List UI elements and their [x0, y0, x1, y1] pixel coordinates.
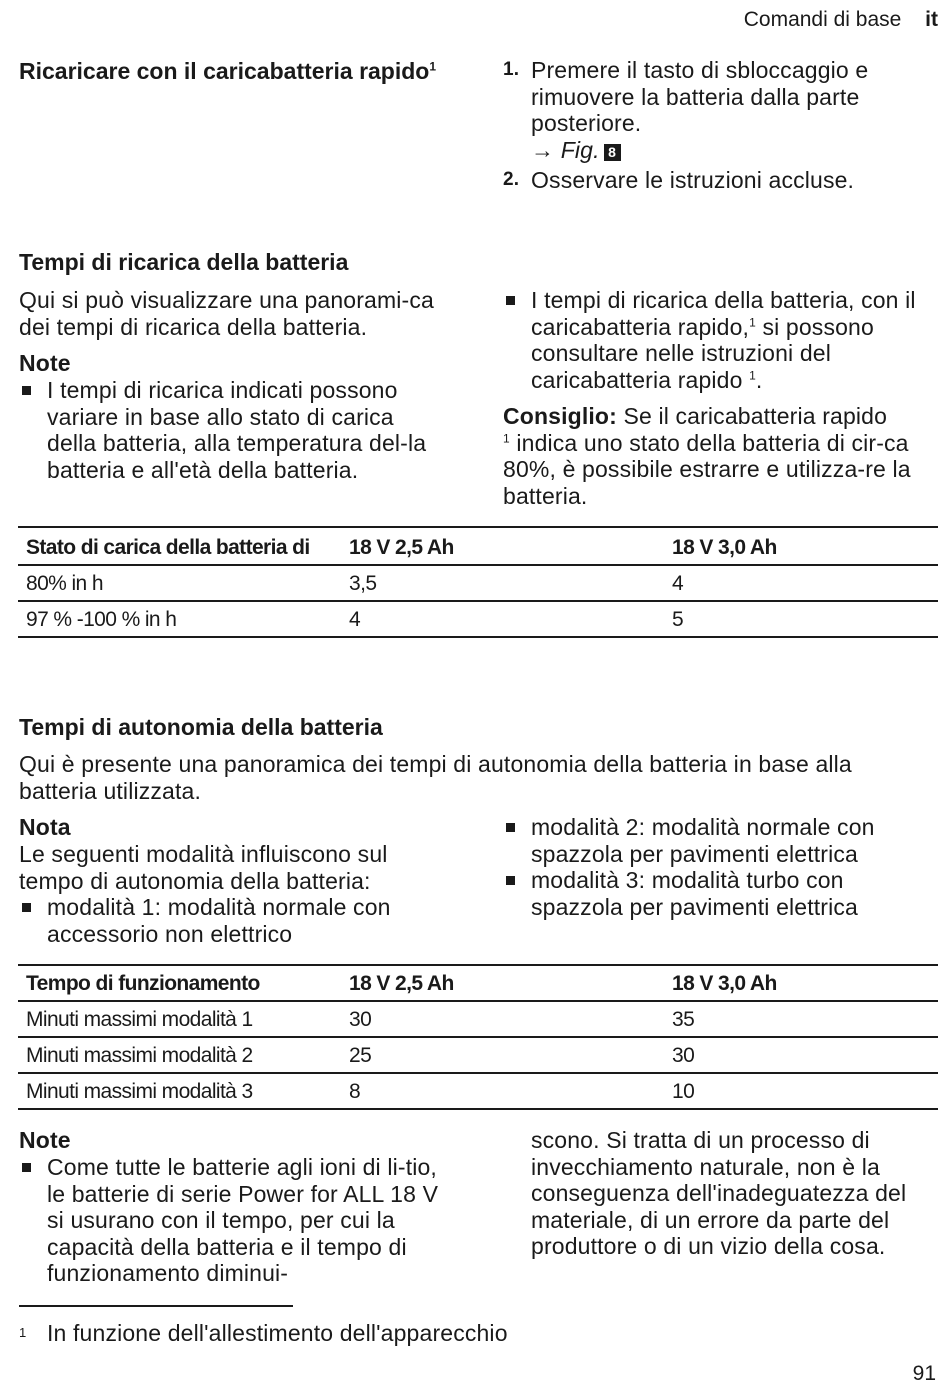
table-header-cell: Tempo di funzionamento — [26, 972, 260, 995]
charging-title — [19, 58, 439, 85]
page-number: 91 — [912, 1362, 936, 1385]
table-row — [18, 601, 938, 637]
charge-times-note-bullet: I tempi di ricarica indicati possono variare in base allo stato di carica della batteria, alla temperatura del-la batteria e all'età della batteria. — [19, 377, 449, 483]
runtime-note-heading: Note — [19, 1127, 71, 1153]
quick-charger-sup-1: 1 — [749, 314, 756, 329]
charge-times-note-heading: Note — [19, 350, 71, 376]
runtime-table — [18, 964, 938, 1110]
step-1-number: 1. — [503, 59, 520, 80]
charge-times-right-column — [503, 287, 935, 509]
footnote-mark: 1 — [19, 1325, 27, 1340]
step-1-fig-label: → Fig. — [531, 136, 600, 163]
footnote-divider — [19, 1305, 293, 1307]
runtime-title: Tempi di autonomia della batteria — [19, 714, 383, 740]
runtime-note-bullet: Come tutte le batterie agli ioni di li-tio, le batterie di serie Power for ALL 18 V si usurano con il tempo, per cui la capacità della batteria e il tempo di funzionamento diminui- — [19, 1154, 451, 1287]
table-row — [18, 1073, 938, 1109]
charge-times-table — [18, 526, 938, 638]
quick-charger-bullet — [503, 287, 935, 393]
step-2 — [503, 167, 933, 194]
charge-times-intro: Qui si può visualizzare una panorami-ca dei tempi di ricarica della batteria. — [19, 287, 434, 340]
runtime-nota-text: Le seguenti modalità influiscono sul tempo di autonomia della batteria: — [19, 841, 388, 894]
tip-text-a: Se il caricabatteria rapido — [616, 403, 888, 429]
mode-3-item: modalità 3: modalità turbo con spazzola per pavimenti elettrica — [503, 867, 935, 920]
table-cell: 4 — [349, 608, 361, 631]
table-cell: 80% in h — [26, 572, 103, 595]
table-cell: 30 — [672, 1044, 695, 1067]
quick-charger-bullet-a: I tempi di ricarica della batteria, con il caricabatteria rapido, — [531, 287, 916, 340]
table-cell: 4 — [672, 572, 684, 595]
runtime-intro: Qui è presente una panoramica dei tempi di autonomia della batteria in base alla batteria utilizzata. — [19, 751, 852, 804]
runtime-right-column — [503, 814, 935, 920]
table-header-cell: 18 V 3,0 Ah — [672, 536, 777, 559]
tip-paragraph — [503, 403, 935, 509]
table-header-cell: 18 V 2,5 Ah — [349, 536, 454, 559]
charge-times-left-column — [19, 287, 449, 483]
table-cell: 30 — [349, 1008, 372, 1031]
page-header — [744, 8, 938, 32]
step-2-text: Osservare le istruzioni accluse. — [531, 167, 855, 193]
step-1-text: Premere il tasto di sbloccaggio e rimuovere la batteria dalla parte posteriore. — [531, 57, 869, 136]
table-cell: Minuti massimi modalità 1 — [26, 1008, 253, 1031]
table-cell: Minuti massimi modalità 2 — [26, 1044, 253, 1067]
mode-1-item: modalità 1: modalità normale con accessorio non elettrico — [19, 894, 449, 947]
table-cell: 5 — [672, 608, 684, 631]
table-header-row — [18, 965, 938, 1001]
quick-charger-bullet-b: si possono consultare nelle istruzioni del caricabatteria rapido — [531, 313, 874, 393]
footnote — [19, 1320, 719, 1347]
charge-times-title: Tempi di ricarica della batteria — [19, 249, 349, 275]
quick-charger-sup-2: 1 — [749, 367, 756, 382]
table-row — [18, 1037, 938, 1073]
table-header-cell: 18 V 3,0 Ah — [672, 972, 777, 995]
tip-text-b: indica uno stato della batteria di cir-ca 80%, è possibile estrarre e utilizza-re la batteria. — [503, 429, 911, 509]
table-header-row — [18, 527, 938, 565]
runtime-nota-heading: Nota — [19, 814, 71, 840]
table-cell: 25 — [349, 1044, 372, 1067]
table-row — [18, 565, 938, 601]
step-2-number: 2. — [503, 169, 520, 190]
table-cell: 35 — [672, 1008, 695, 1031]
figure-number-badge: 8 — [604, 144, 621, 161]
table-cell: 97 % -100 % in h — [26, 608, 177, 631]
charging-title-text: Ricaricare con il caricabatteria rapido — [19, 58, 430, 84]
mode-2-item: modalità 2: modalità normale con spazzola per pavimenti elettrica — [503, 814, 935, 867]
charging-title-footnote: 1 — [429, 59, 437, 74]
quick-charger-bullet-c: . — [755, 366, 763, 393]
header-language: it — [925, 8, 938, 31]
step-1 — [503, 57, 933, 163]
table-cell: 3,5 — [349, 572, 377, 595]
header-section: Comandi di base — [743, 8, 902, 31]
runtime-left-column — [19, 814, 449, 947]
table-header-cell: 18 V 2,5 Ah — [349, 972, 454, 995]
tip-label: Consiglio: — [503, 403, 617, 429]
table-cell: 10 — [672, 1080, 695, 1103]
runtime-note-left — [19, 1127, 451, 1287]
charging-steps — [503, 57, 933, 194]
table-row — [18, 1001, 938, 1037]
footnote-text: In funzione dell'allestimento dell'apparecchio — [47, 1320, 508, 1346]
table-cell: Minuti massimi modalità 3 — [26, 1080, 253, 1103]
table-cell: 8 — [349, 1080, 361, 1103]
table-header-cell: Stato di carica della batteria di — [26, 536, 310, 559]
runtime-note-right: scono. Si tratta di un processo di invecchiamento naturale, non è la conseguenza dell'inadeguatezza del materiale, di un errore da parte del produttore o di un vizio della cosa. — [531, 1127, 907, 1259]
tip-sup: 1 — [503, 430, 510, 445]
